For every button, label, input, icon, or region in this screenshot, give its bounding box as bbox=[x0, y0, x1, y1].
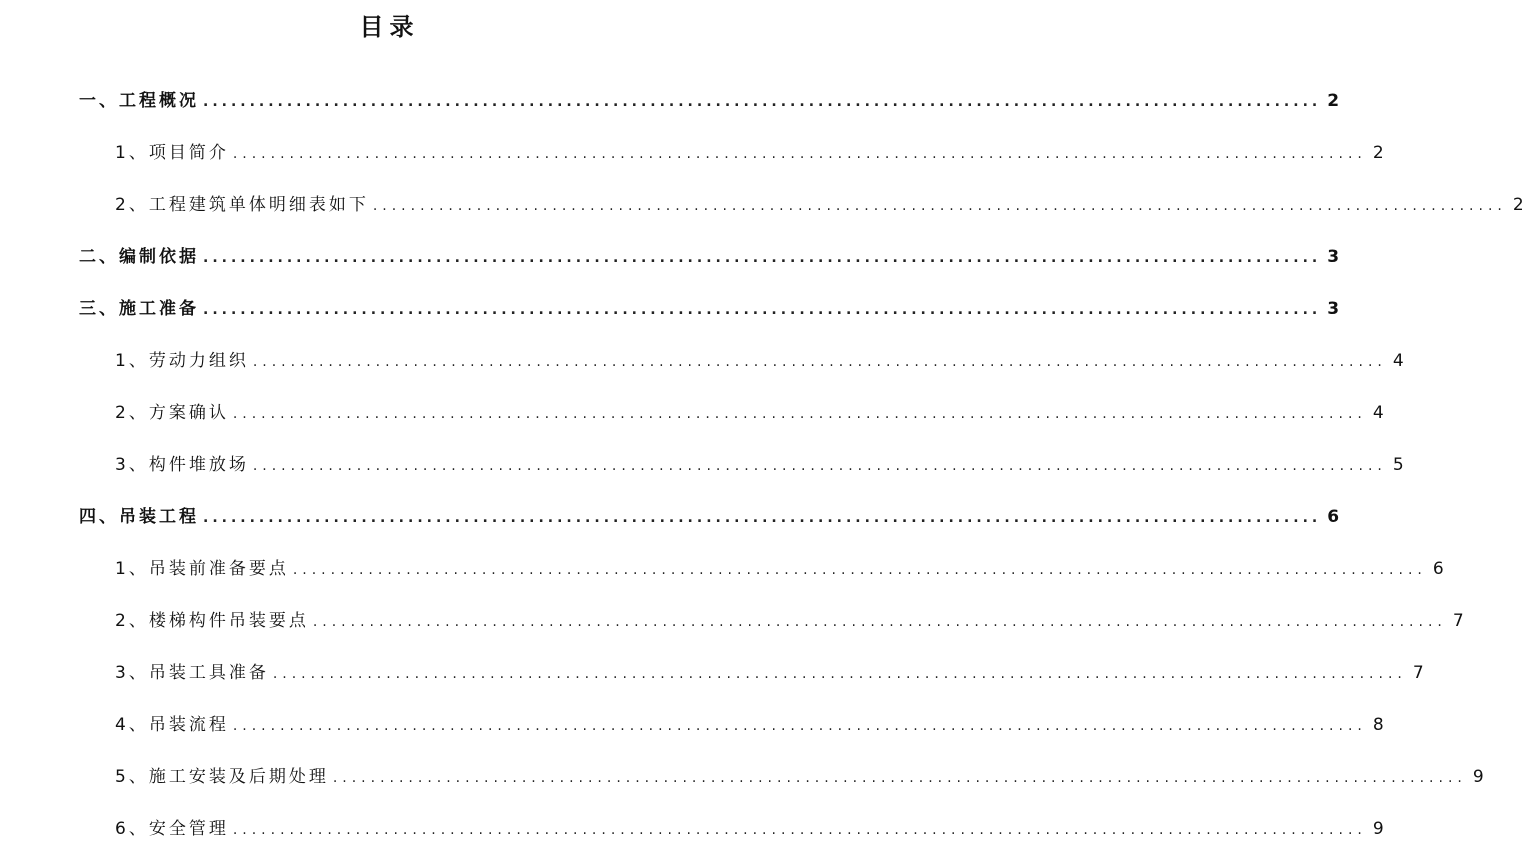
toc-entry-page: 6 bbox=[1432, 559, 1444, 579]
toc-entry-page: 9 bbox=[1372, 819, 1384, 839]
toc-leader-dots: ........................................................................................................................ bbox=[203, 510, 1322, 526]
toc-leader-dots: ........................................................................................................................ bbox=[203, 302, 1322, 318]
toc-entry[interactable] bbox=[79, 502, 1340, 532]
toc-entry[interactable] bbox=[79, 86, 1340, 116]
toc-entry-label: 三、施工准备 bbox=[79, 299, 199, 319]
toc-entry[interactable] bbox=[115, 710, 1384, 740]
toc-entry-page: 2 bbox=[1372, 143, 1384, 163]
toc-entry-page: 3 bbox=[1327, 299, 1340, 319]
toc-entry[interactable] bbox=[115, 346, 1404, 376]
toc-entry-page: 9 bbox=[1472, 767, 1484, 787]
toc-entry-label: 1、项目简介 bbox=[115, 143, 229, 163]
toc-entry-label: 6、安全管理 bbox=[115, 819, 229, 839]
toc-entry-label: 5、施工安装及后期处理 bbox=[115, 767, 329, 787]
toc-leader-dots: ........................................................................................................................ bbox=[232, 822, 1367, 838]
toc-entry-page: 6 bbox=[1327, 507, 1340, 527]
toc-leader-dots: ........................................................................................................................ bbox=[292, 562, 1427, 578]
toc-entry[interactable] bbox=[115, 398, 1384, 428]
toc-entry[interactable] bbox=[115, 606, 1464, 636]
toc-entry[interactable] bbox=[115, 658, 1424, 688]
page-title: 目录 bbox=[359, 13, 420, 41]
toc-leader-dots: ........................................................................................................................ bbox=[232, 406, 1367, 422]
toc-entry[interactable] bbox=[79, 294, 1340, 324]
toc-leader-dots: ........................................................................................................................ bbox=[232, 718, 1367, 734]
toc-entry-page: 4 bbox=[1372, 403, 1384, 423]
toc-leader-dots: ........................................................................................................................ bbox=[372, 198, 1507, 214]
toc-entry-label: 1、吊装前准备要点 bbox=[115, 559, 289, 579]
toc-leader-dots: ........................................................................................................................ bbox=[252, 458, 1387, 474]
toc-leader-dots: ........................................................................................................................ bbox=[203, 250, 1322, 266]
toc-entry-label: 4、吊装流程 bbox=[115, 715, 229, 735]
toc-entry-label: 四、吊装工程 bbox=[79, 507, 199, 527]
toc-leader-dots: ........................................................................................................................ bbox=[252, 354, 1387, 370]
toc-leader-dots: ........................................................................................................................ bbox=[312, 614, 1447, 630]
toc-entry-page: 3 bbox=[1327, 247, 1340, 267]
toc-leader-dots: ........................................................................................................................ bbox=[203, 94, 1322, 110]
toc-leader-dots: ........................................................................................................................ bbox=[232, 146, 1367, 162]
toc-entry-label: 2、方案确认 bbox=[115, 403, 229, 423]
toc-entry-label: 二、编制依据 bbox=[79, 247, 199, 267]
toc-entry-label: 一、工程概况 bbox=[79, 91, 199, 111]
toc-entry-label: 1、劳动力组织 bbox=[115, 351, 249, 371]
toc-entry[interactable] bbox=[115, 450, 1404, 480]
toc-entry-label: 3、构件堆放场 bbox=[115, 455, 249, 475]
toc-entry-page: 2 bbox=[1512, 195, 1524, 215]
toc-entry[interactable] bbox=[115, 138, 1384, 168]
toc-leader-dots: ........................................................................................................................ bbox=[272, 666, 1407, 682]
toc-entry[interactable] bbox=[115, 762, 1484, 792]
toc-entry-page: 5 bbox=[1392, 455, 1404, 475]
toc-entry[interactable] bbox=[115, 814, 1384, 844]
toc-entry-page: 4 bbox=[1392, 351, 1404, 371]
toc-entry-page: 7 bbox=[1452, 611, 1464, 631]
toc-entry-label: 2、楼梯构件吊装要点 bbox=[115, 611, 309, 631]
toc-leader-dots: ........................................................................................................................ bbox=[332, 770, 1467, 786]
toc-entry-label: 2、工程建筑单体明细表如下 bbox=[115, 195, 369, 215]
toc-entry-label: 3、吊装工具准备 bbox=[115, 663, 269, 683]
toc-entry-page: 2 bbox=[1327, 91, 1340, 111]
toc-entry[interactable] bbox=[79, 242, 1340, 272]
toc-entry-page: 8 bbox=[1372, 715, 1384, 735]
toc-entry[interactable] bbox=[115, 554, 1444, 584]
toc-entry[interactable] bbox=[115, 190, 1524, 220]
toc-entry-page: 7 bbox=[1412, 663, 1424, 683]
